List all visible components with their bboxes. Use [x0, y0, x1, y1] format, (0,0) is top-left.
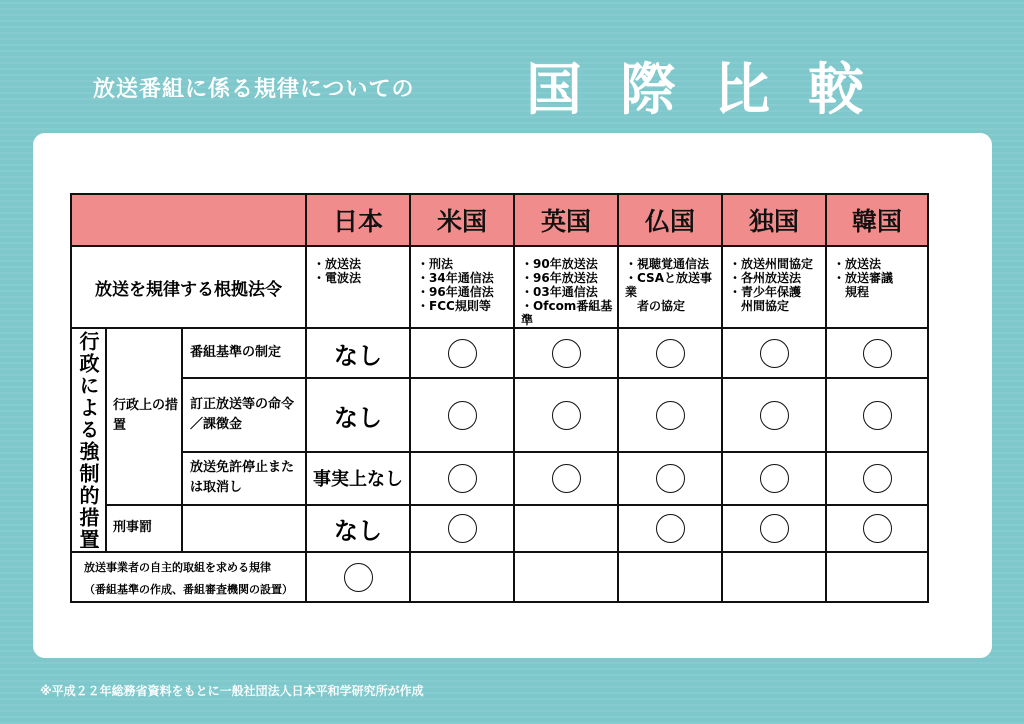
- cell-korea: [826, 378, 928, 452]
- circle-icon: [552, 401, 581, 430]
- enforcement-label-cell: [71, 328, 106, 552]
- cell-uk: [514, 378, 618, 452]
- circle-icon: [448, 339, 477, 368]
- cell-uk: [514, 328, 618, 378]
- circle-icon: [760, 514, 789, 543]
- comparison-table: [70, 193, 929, 603]
- cell-france: [618, 378, 722, 452]
- table-row: [71, 552, 928, 602]
- circle-icon: [552, 339, 581, 368]
- cell-usa: [410, 505, 514, 552]
- cell-uk: [514, 452, 618, 504]
- cell-usa: [410, 552, 514, 602]
- admin-label: 行政上の措置: [106, 328, 182, 505]
- cell-usa: [410, 452, 514, 504]
- law-list-germany: ・放送州間協定 ・各州放送法 ・青少年保護 州間協定: [722, 246, 826, 328]
- cell-germany: [722, 328, 826, 378]
- cell-germany: [722, 505, 826, 552]
- law-list-france: ・視聴覚通信法 ・CSAと放送事業 者の協定: [618, 246, 722, 328]
- cell-france: [618, 505, 722, 552]
- japan-value: なし: [306, 328, 410, 378]
- circle-icon: [863, 514, 892, 543]
- cell-usa: [410, 328, 514, 378]
- japan-value: なし: [306, 378, 410, 452]
- self-reg-line1: 放送事業者の自主的取組を求める規律: [84, 561, 271, 574]
- row-item-criminal: [182, 505, 306, 552]
- title-main: 国際比較: [526, 58, 902, 123]
- circle-icon: [344, 563, 373, 592]
- country-usa: 米国: [410, 194, 514, 246]
- circle-icon: [448, 464, 477, 493]
- circle-icon: [448, 514, 477, 543]
- japan-value: なし: [306, 505, 410, 552]
- law-list-uk: ・90年放送法 ・96年放送法 ・03年通信法 ・Ofcom番組基準: [514, 246, 618, 328]
- circle-icon: [656, 464, 685, 493]
- self-reg-line2: （番組基準の作成、番組審査機関の設置）: [84, 583, 293, 596]
- header-blank: [71, 194, 306, 246]
- row-item-correction: 訂正放送等の命令／課徴金: [182, 378, 306, 452]
- header-row: [71, 194, 928, 246]
- cell-korea: [826, 328, 928, 378]
- cell-uk: [514, 552, 618, 602]
- criminal-label: 刑事罰: [106, 505, 182, 552]
- law-row-label: 放送を規律する根拠法令: [71, 246, 306, 328]
- table-row: [71, 505, 928, 552]
- law-list-japan: ・放送法 ・電波法: [306, 246, 410, 328]
- country-korea: 韓国: [826, 194, 928, 246]
- table-row: [71, 328, 928, 378]
- cell-uk: [514, 505, 618, 552]
- cell-japan: [306, 552, 410, 602]
- circle-icon: [760, 339, 789, 368]
- country-uk: 英国: [514, 194, 618, 246]
- self-reg-label: [71, 552, 306, 602]
- cell-france: [618, 328, 722, 378]
- circle-icon: [863, 464, 892, 493]
- cell-korea: [826, 552, 928, 602]
- title-subtitle: 放送番組に係る規律についての: [93, 77, 415, 102]
- circle-icon: [448, 401, 477, 430]
- row-item-license: 放送免許停止または取消し: [182, 452, 306, 504]
- table-row: [71, 378, 928, 452]
- circle-icon: [863, 401, 892, 430]
- circle-icon: [656, 514, 685, 543]
- cell-germany: [722, 452, 826, 504]
- japan-value: 事実上なし: [306, 452, 410, 504]
- law-row: [71, 246, 928, 328]
- cell-france: [618, 552, 722, 602]
- cell-usa: [410, 378, 514, 452]
- cell-korea: [826, 452, 928, 504]
- circle-icon: [760, 464, 789, 493]
- cell-korea: [826, 505, 928, 552]
- circle-icon: [760, 401, 789, 430]
- cell-germany: [722, 552, 826, 602]
- cell-france: [618, 452, 722, 504]
- country-france: 仏国: [618, 194, 722, 246]
- circle-icon: [863, 339, 892, 368]
- circle-icon: [552, 464, 581, 493]
- law-list-korea: ・放送法 ・放送審議 規程: [826, 246, 928, 328]
- row-item-standards: 番組基準の制定: [182, 328, 306, 378]
- table-row: [71, 452, 928, 504]
- circle-icon: [656, 401, 685, 430]
- cell-germany: [722, 378, 826, 452]
- country-germany: 独国: [722, 194, 826, 246]
- country-japan: 日本: [306, 194, 410, 246]
- enforcement-label: 行政による強制的措置: [76, 331, 100, 551]
- circle-icon: [656, 339, 685, 368]
- law-list-usa: ・刑法 ・34年通信法 ・96年通信法 ・FCC規則等: [410, 246, 514, 328]
- footnote: ※平成２２年総務省資料をもとに一般社団法人日本平和学研究所が作成: [40, 684, 424, 698]
